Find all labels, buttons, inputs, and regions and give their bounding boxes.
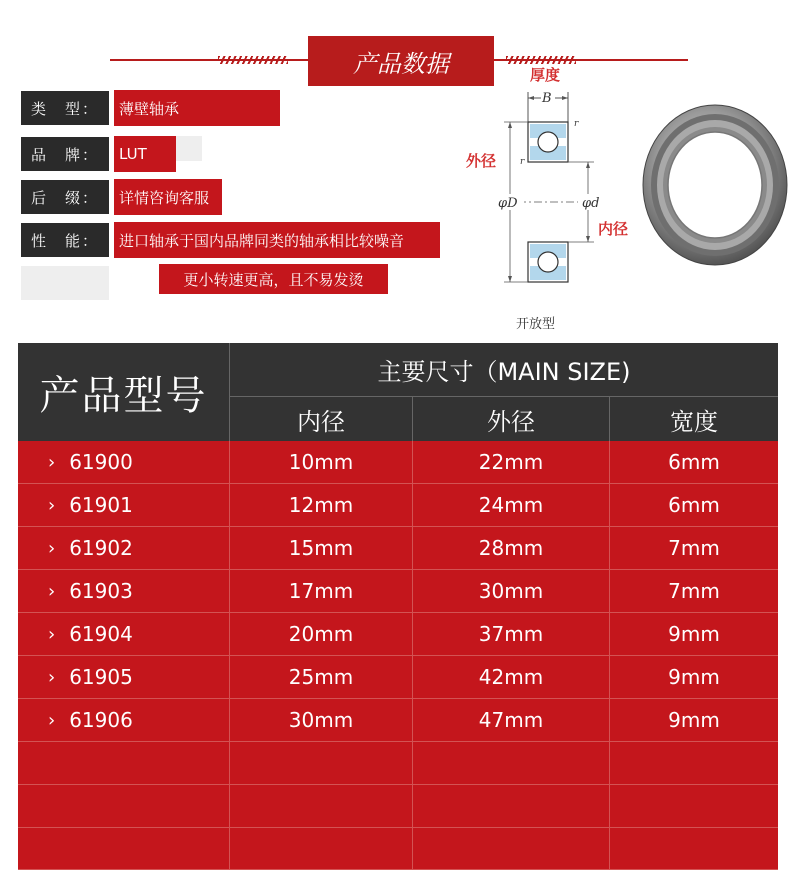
table-row (18, 785, 778, 828)
table-row (18, 484, 778, 527)
outer-diameter-cell: 22mm (478, 450, 544, 474)
width-cell: 7mm (668, 536, 720, 560)
spec-value-brand: LUT (114, 136, 176, 172)
inner-diameter-cell: 17mm (288, 579, 354, 603)
model-number: 61904 (69, 622, 133, 646)
header-width: 宽度 (670, 407, 718, 436)
model-number: 61906 (69, 708, 133, 732)
spec-label-performance: 性 能： (21, 223, 109, 257)
width-cell: 9mm (668, 665, 720, 689)
table-row (18, 699, 778, 742)
inner-diameter-cell: 20mm (288, 622, 354, 646)
outer-diameter-cell: 30mm (478, 579, 544, 603)
outer-diameter-cell: 24mm (478, 493, 544, 517)
model-cell (18, 699, 229, 741)
inner-diameter-cell: 15mm (288, 536, 354, 560)
model-number: 61905 (69, 665, 133, 689)
model-number: 61901 (69, 493, 133, 517)
spec-extra-note: 更小转速更高，且不易发烫 (159, 264, 388, 294)
svg-text:B: B (542, 91, 552, 106)
outer-diameter-cell: 28mm (478, 536, 544, 560)
table-row (18, 742, 778, 785)
model-number: 61902 (69, 536, 133, 560)
bearing-diagram (458, 60, 636, 340)
model-cell (18, 570, 229, 612)
table-row (18, 828, 778, 870)
width-cell: 9mm (668, 708, 720, 732)
model-number: 61903 (69, 579, 133, 603)
chevron-right-icon: › (48, 623, 56, 645)
chevron-right-icon: › (48, 580, 56, 602)
cell-divider (412, 785, 413, 827)
spec-label-brand: 品 牌： (21, 137, 109, 171)
width-cell: 9mm (668, 622, 720, 646)
inner-diameter-cell: 12mm (288, 493, 354, 517)
cell-divider (229, 785, 230, 827)
cell-divider (609, 742, 610, 784)
outer-diameter-cell: 47mm (478, 708, 544, 732)
table-row (18, 656, 778, 699)
thickness-label: 厚度 (530, 66, 561, 84)
svg-text:φd: φd (582, 196, 600, 211)
cell-divider (609, 828, 610, 870)
model-cell (18, 613, 229, 655)
section-title: 产品数据 (308, 36, 494, 86)
chevron-right-icon: › (48, 451, 56, 473)
width-cell: 7mm (668, 579, 720, 603)
model-cell (18, 484, 229, 526)
header-main-size: 主要尺寸（MAIN SIZE) (377, 358, 631, 386)
cell-divider (229, 742, 230, 784)
bearing-photo (640, 100, 790, 270)
svg-text:r: r (574, 119, 579, 129)
inner-diameter-cell: 30mm (288, 708, 354, 732)
spec-label-empty (21, 266, 109, 300)
table-row (18, 527, 778, 570)
spec-value-type: 薄壁轴承 (114, 90, 280, 126)
cell-divider (229, 828, 230, 870)
cell-divider (412, 828, 413, 870)
model-cell (18, 527, 229, 569)
spec-value-suffix: 详情咨询客服 (114, 179, 222, 215)
header-model: 产品型号 (39, 372, 208, 419)
outer-diameter-label: 外径 (466, 152, 497, 170)
model-cell (18, 656, 229, 698)
header-outer: 外径 (487, 407, 535, 436)
inner-diameter-label: 内径 (598, 220, 629, 238)
cell-divider (412, 742, 413, 784)
chevron-right-icon: › (48, 494, 56, 516)
inner-diameter-cell: 25mm (288, 665, 354, 689)
outer-diameter-cell: 37mm (478, 622, 544, 646)
svg-text:φD: φD (498, 196, 518, 211)
cell-divider (609, 785, 610, 827)
spec-label-suffix: 后 缀： (21, 180, 109, 214)
header-dash-left (218, 56, 288, 64)
outer-diameter-cell: 42mm (478, 665, 544, 689)
width-cell: 6mm (668, 450, 720, 474)
diagram-caption: 开放型 (516, 317, 556, 332)
chevron-right-icon: › (48, 666, 56, 688)
inner-diameter-cell: 10mm (288, 450, 354, 474)
table-header (18, 343, 778, 441)
chevron-right-icon: › (48, 537, 56, 559)
model-cell (18, 441, 229, 483)
width-cell: 6mm (668, 493, 720, 517)
table-row (18, 613, 778, 656)
table-row (18, 441, 778, 484)
svg-text:r: r (520, 157, 525, 167)
spec-label-type: 类 型： (21, 91, 109, 125)
chevron-right-icon: › (48, 709, 56, 731)
spec-value-performance: 进口轴承于国内品牌同类的轴承相比较噪音 (114, 222, 440, 258)
header-inner: 内径 (297, 407, 345, 436)
model-number: 61900 (69, 450, 133, 474)
spec-grey-block (176, 136, 202, 161)
table-row (18, 570, 778, 613)
